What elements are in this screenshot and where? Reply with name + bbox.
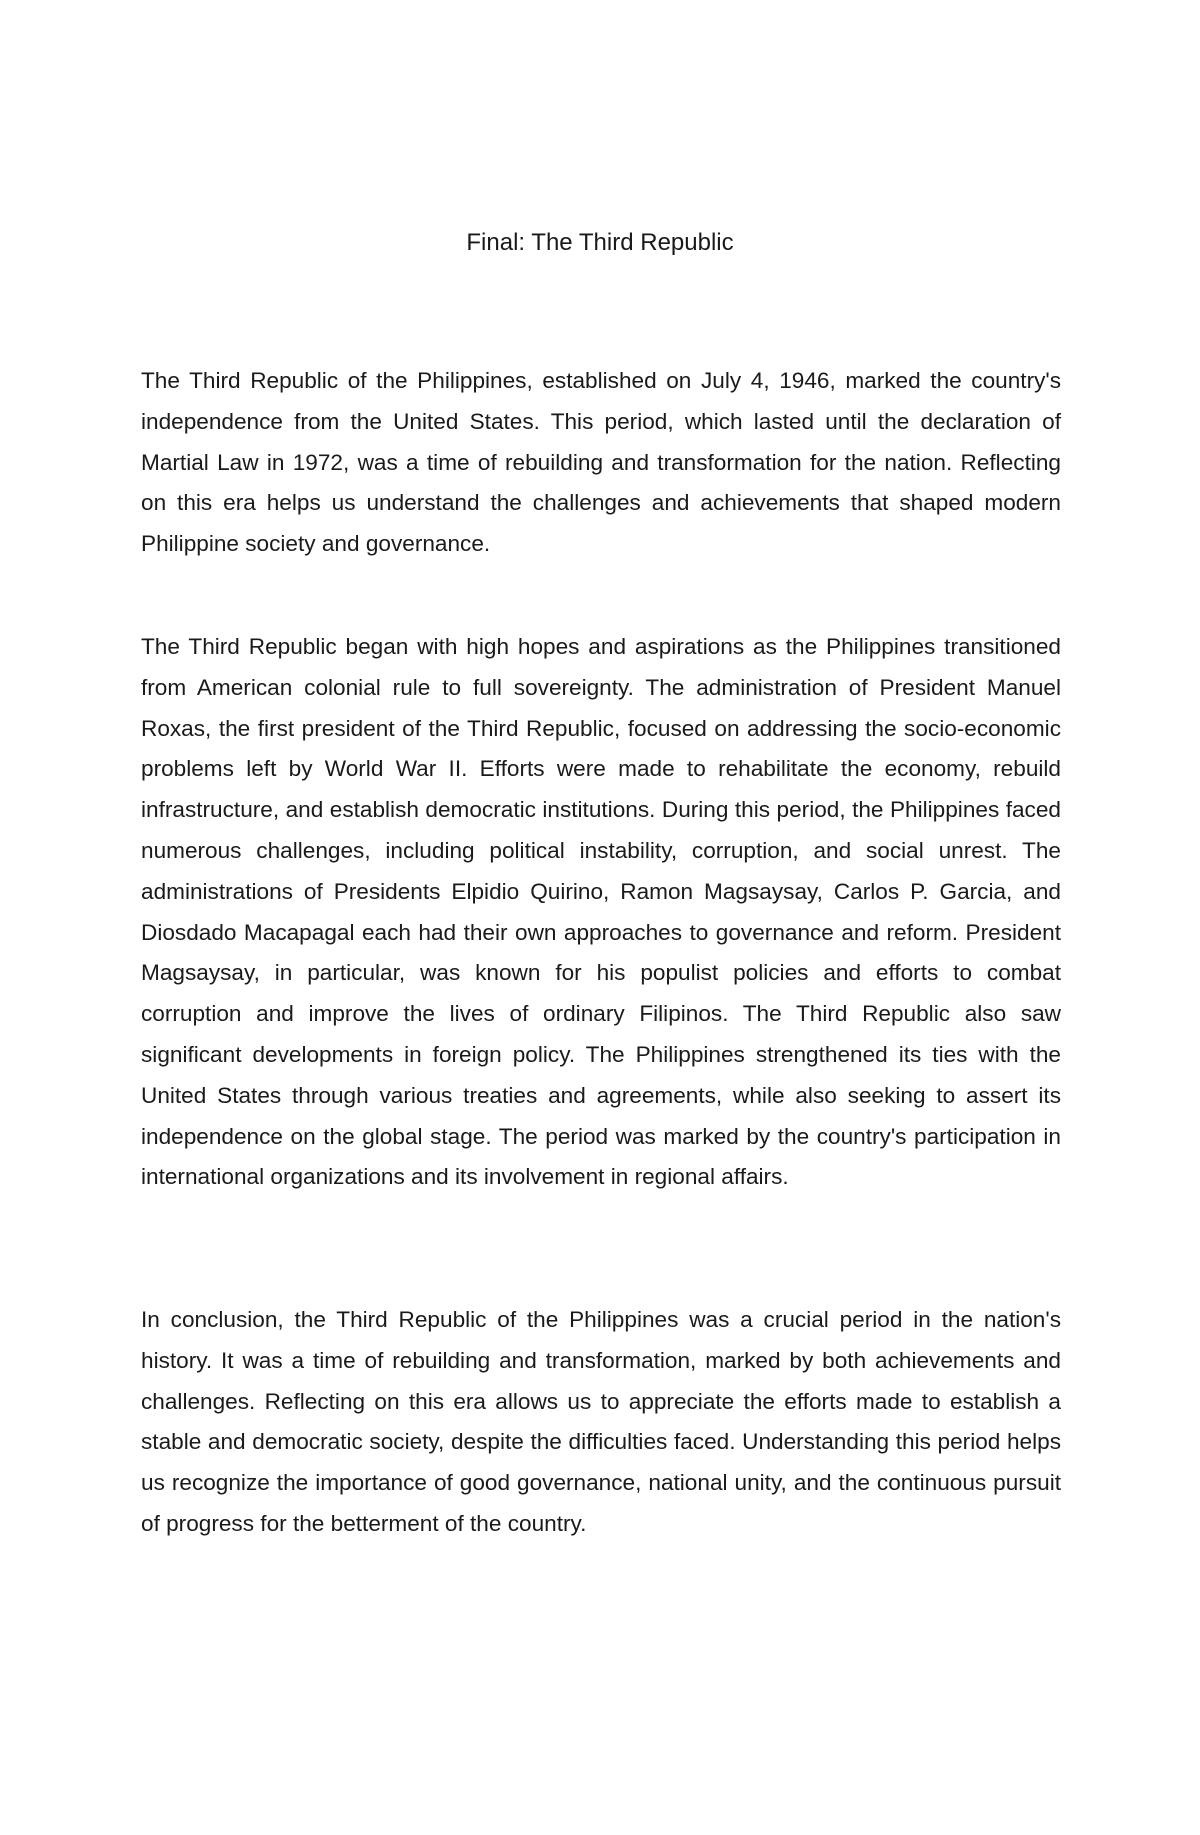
- paragraph-body: The Third Republic began with high hopes and aspirations as the Philippines transitioned from American colonial rule to full sovereignty. The administration of President Manuel Roxas, the first president of the Third Republic, focused on addressing the socio-economic problems left by World War II. Efforts were made to rehabilitate the economy, rebuild infrastructure, and establish democratic institutions. During this period, the Philippines faced numerous challenges, including political instability, corruption, and social unrest. The administrations of Presidents Elpidio Quirino, Ramon Magsaysay, Carlos P. Garcia, and Diosdado Macapagal each had their own approaches to governance and reform. President Magsaysay, in particular, was known for his populist policies and efforts to combat corruption and improve the lives of ordinary Filipinos. The Third Republic also saw significant developments in foreign policy. The Philippines strengthened its ties with the United States through various treaties and agreements, while also seeking to assert its independence on the global stage. The period was marked by the country's participation in international organizations and its involvement in regional affairs.: [141, 634, 1061, 1190]
- page-title: Final: The Third Republic: [466, 229, 734, 256]
- paragraph-conclusion: In conclusion, the Third Republic of the Philippines was a crucial period in the nation's history. It was a time of rebuilding and transformation, marked by both achievements and challenges. Reflecting on this era allows us to appreciate the efforts made to establish a stable and democratic society, despite the difficulties faced. Understanding this period helps us recognize the importance of good governance, national unity, and the continuous pursuit of progress for the betterment of the country.: [141, 1307, 1061, 1536]
- paragraph-introduction: The Third Republic of the Philippines, established on July 4, 1946, marked the country's independence from the United States. This period, which lasted until the declaration of Martial Law in 1972, was a time of rebuilding and transformation for the nation. Reflecting on this era helps us understand the challenges and achievements that shaped modern Philippine society and governance.: [141, 368, 1061, 557]
